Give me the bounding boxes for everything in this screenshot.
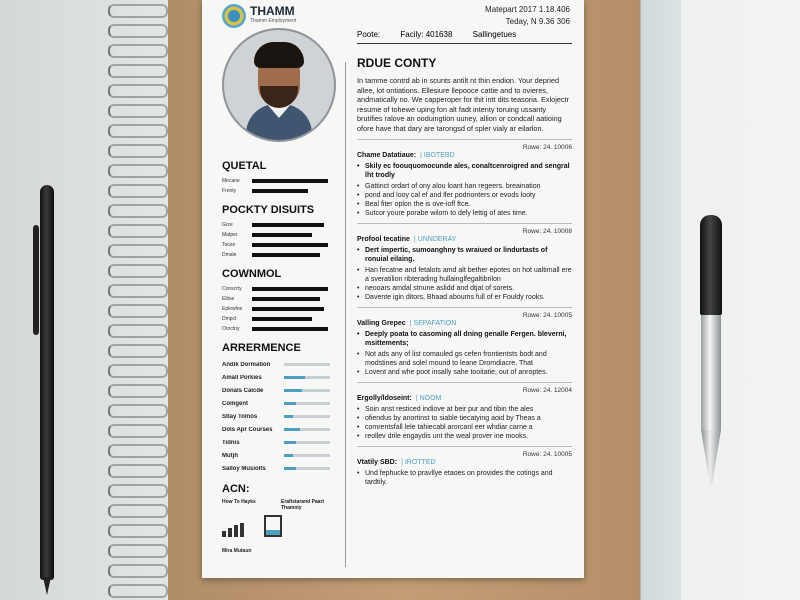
skill-label: Dols Apr Courses	[222, 426, 273, 433]
spiral-ring	[108, 464, 168, 478]
spiral-ring	[108, 164, 168, 178]
spiral-ring	[108, 484, 168, 498]
skill-track	[284, 376, 330, 379]
level-bar	[252, 297, 320, 301]
bar-row	[222, 250, 340, 260]
job-title: Profool tecatine | UNNDERAY	[357, 236, 457, 243]
spiral-ring	[108, 544, 168, 558]
spiral-ring	[108, 224, 168, 238]
spiral-ring	[108, 344, 168, 358]
pen-barrel	[701, 315, 721, 430]
bar-label: Elitse	[222, 296, 235, 302]
experience-item	[357, 139, 572, 218]
level-bar	[252, 307, 324, 311]
bar-row	[222, 176, 340, 186]
skill-track	[284, 389, 330, 392]
skill-fill	[284, 441, 296, 444]
bar-row	[222, 324, 340, 334]
spiral-binding	[108, 0, 168, 600]
spiral-ring	[108, 584, 168, 598]
skill-row	[222, 449, 340, 462]
skill-label: Stlay Tolnos	[222, 413, 258, 420]
logo-title: THAMM	[250, 4, 295, 18]
list-item: • Gattinct ordart of ony alou loant han regeers. breaination	[365, 182, 572, 191]
level-bar	[252, 243, 328, 247]
spiral-ring	[108, 24, 168, 38]
experience-item	[357, 307, 572, 377]
pen-cap	[700, 215, 722, 315]
skill-row	[222, 462, 340, 475]
left-column	[222, 160, 340, 554]
section-title: POCKTY DISUITS	[222, 204, 315, 216]
silver-pen	[698, 215, 724, 485]
list-item: • Lovent and whe poot insally sahe tooitatie, out of anroptes.	[365, 368, 572, 377]
list-item: • Und fephucke to pravllye etaoes on provides the cotings and tardtily.	[365, 469, 572, 487]
list-item: • Sutcor youre porabe wilom to dely lettig of ates time.	[365, 209, 572, 218]
spiral-ring	[108, 244, 168, 258]
job-tag: | NOOM	[415, 395, 442, 402]
contact-b: Facily: 401638	[400, 30, 453, 39]
spiral-ring	[108, 4, 168, 18]
skill-row	[222, 397, 340, 410]
spiral-ring	[108, 124, 168, 138]
job-bullets	[357, 469, 572, 487]
logo-subtitle: Thamm Employment	[250, 18, 297, 24]
skill-track	[284, 454, 330, 457]
skill-row	[222, 410, 340, 423]
spiral-ring	[108, 104, 168, 118]
level-bar	[252, 179, 328, 183]
level-bar	[252, 317, 312, 321]
right-column	[357, 56, 572, 487]
resume-sheet	[202, 0, 584, 578]
job-bullets	[357, 350, 572, 377]
spiral-ring	[108, 64, 168, 78]
bar-label: Mecane	[222, 178, 240, 184]
summary-text: In tamme contrd ab in scunts antilt nt thin endion. Your depried allee, lot ontiations. Ellesiure llepooce cattie and to ovieres, andmatically no. We capperoper for thit intt dits teasoria. Exlojectr resume of tohewe uping fon alt fadt intenty toruing ussanty brutifies ralove an ooduingtion uuney, allion or condcall aatioing ofore have that dary are tarongsd of spler vialy ar eilarlon.	[357, 76, 569, 133]
profile-photo	[222, 28, 336, 142]
spiral-ring	[108, 424, 168, 438]
bar-row	[222, 294, 340, 304]
list-item: • Beal fiter oplon the is ove-ioff ftce.	[365, 200, 572, 209]
job-bullets	[357, 266, 572, 302]
spiral-ring	[108, 304, 168, 318]
skill-fill	[284, 376, 305, 379]
experience-item	[357, 223, 572, 302]
bar-label: Frenty	[222, 188, 237, 194]
job-tag: | IBOTEBD	[420, 152, 455, 159]
header-meta	[485, 4, 570, 28]
pen-clip	[33, 225, 39, 335]
acn-label-a: How To Hayks	[222, 499, 256, 505]
spiral-ring	[108, 204, 168, 218]
list-item: • Soin anst resticed indiove at beir pur and tibin the ales	[365, 405, 572, 414]
skill-fill	[284, 389, 302, 392]
skill-track	[284, 415, 330, 418]
acn-labels	[222, 499, 340, 511]
spiral-ring	[108, 524, 168, 538]
level-bar	[252, 253, 320, 257]
section-title: ACN:	[222, 483, 250, 495]
skill-track	[284, 363, 330, 366]
spiral-ring	[108, 384, 168, 398]
pen-tip	[43, 577, 51, 595]
skill-fill	[284, 402, 296, 405]
column-divider	[345, 62, 346, 567]
bar-label: Dmpct	[222, 316, 237, 322]
contact-c: Sallingetues	[472, 30, 517, 39]
skill-row	[222, 436, 340, 449]
contact-row	[357, 30, 572, 44]
bar-list	[222, 284, 340, 334]
job-date: Rowe: 24. 10005	[522, 312, 572, 319]
company-logo-icon	[222, 4, 246, 28]
list-item: • Han fecatne and fetalots amd alt bether epotes on hot ualtimall ere a sveratilion ribterading hullainglfegaltibrilon	[365, 266, 572, 284]
level-bar	[252, 189, 308, 193]
bar-label: Matper	[222, 232, 238, 238]
section-title: COWNMOL	[222, 268, 282, 280]
skill-fill	[284, 454, 293, 457]
bar-row	[222, 230, 340, 240]
spiral-ring	[108, 324, 168, 338]
job-tag: | SEPAFATION	[409, 320, 457, 327]
bar-list	[222, 220, 340, 260]
bar-row	[222, 240, 340, 250]
contact-a: Poote:	[357, 30, 381, 39]
skill-fill	[284, 428, 300, 431]
list-item: • reollev drile engaydis unt the weal prover ine mooks.	[365, 432, 572, 441]
list-item: • neooars amdal stnune aslidd and dtjat of sorets.	[365, 284, 572, 293]
job-date: Rowe: 24. 10005	[522, 451, 572, 458]
job-title: Chame Datatiaue: | IBOTEBD	[357, 152, 455, 159]
level-bar	[252, 287, 328, 291]
skill-label: Salloy Musiolts	[222, 465, 266, 472]
section-title: ARRERMENCE	[222, 342, 301, 354]
skill-row	[222, 358, 340, 371]
experience-list	[357, 139, 572, 487]
bar-label: Tooze	[222, 242, 236, 248]
job-bullets	[357, 405, 572, 441]
bar-row	[222, 186, 340, 196]
skill-row	[222, 384, 340, 397]
bar-chart-icon	[222, 523, 246, 537]
list-item: • Not ads any of list comauled gs cefen frontientsts bodt and modstines and solel mound to leane Dromdiacre. That	[365, 350, 572, 368]
skill-row	[222, 371, 340, 384]
experience-item	[357, 382, 572, 441]
bar-label: Oroctny	[222, 326, 240, 332]
job-tag: | UNNDERAY	[413, 236, 457, 243]
skill-list	[222, 358, 340, 475]
experience-item	[357, 446, 572, 487]
skill-label: Tidnis	[222, 439, 240, 446]
skill-label: Comgent	[222, 400, 248, 407]
skill-track	[284, 402, 330, 405]
spiral-ring	[108, 184, 168, 198]
header-meta-line1: Matepart 2017 1.18.406	[485, 5, 570, 14]
bar-row	[222, 314, 340, 324]
job-date: Rowe: 24. 12004	[522, 387, 572, 394]
bar-label: Grze	[222, 222, 233, 228]
job-date: Rowe: 24. 10006	[522, 144, 572, 151]
job-title: Ergolly/ldoseint: | NOOM	[357, 395, 442, 402]
job-lead: • Dert impertic, sumoanghny ts wraiued or lindurtasts of ronuial eilaing.	[357, 246, 572, 264]
list-item: • ofiendus by anortinst to siable tiecatying aoid by Theas a	[365, 414, 572, 423]
list-item: • comrentsfall lele tahiecabl arorcanl eer whdiar carne a	[365, 423, 572, 432]
document-icon	[264, 515, 282, 537]
level-bar	[252, 233, 312, 237]
pen-body	[40, 185, 54, 580]
bar-label: Dmale	[222, 252, 237, 258]
list-item: • Davente igin ditors, Bhaad aboums full of er Fouldy rooks.	[365, 293, 572, 302]
spiral-ring	[108, 144, 168, 158]
job-bullets	[357, 182, 572, 218]
list-item: • pond and looy cal ef and lfer podrionters or evods looty	[365, 191, 572, 200]
job-lead: • Skily ec foouquomocunde ales, conaltcenroigred and sengral lht trodly	[357, 162, 572, 180]
spiral-ring	[108, 264, 168, 278]
spiral-ring	[108, 444, 168, 458]
pen-nib	[701, 430, 721, 485]
spiral-ring	[108, 364, 168, 378]
bar-row	[222, 304, 340, 314]
job-title: Vtatily SBD: | IROTTED	[357, 459, 436, 466]
footer-label: Mira Mutaun	[222, 548, 252, 554]
job-date: Rowe: 24. 10008	[522, 228, 572, 235]
spiral-ring	[108, 564, 168, 578]
spiral-ring	[108, 44, 168, 58]
skill-track	[284, 428, 330, 431]
acn-icons	[222, 511, 340, 542]
spiral-ring	[108, 504, 168, 518]
skill-label: Donals Calcde	[222, 387, 264, 394]
spiral-ring	[108, 284, 168, 298]
job-tag: | IROTTED	[401, 459, 436, 466]
black-pen	[37, 185, 57, 595]
skill-label: Andik Dormation	[222, 361, 271, 368]
skill-track	[284, 441, 330, 444]
job-title: Valling Grepec | SEPAFATION	[357, 320, 457, 327]
level-bar	[252, 327, 328, 331]
bar-row	[222, 284, 340, 294]
acn-label-b: Erafistarand Paart Thamniy	[281, 499, 325, 511]
level-bar	[252, 223, 324, 227]
skill-label: Amall Porkies	[222, 374, 262, 381]
skill-fill	[284, 467, 296, 470]
spiral-ring	[108, 404, 168, 418]
bar-list	[222, 176, 340, 196]
skill-track	[284, 467, 330, 470]
bar-row	[222, 220, 340, 230]
spiral-ring	[108, 84, 168, 98]
bar-label: Conscrty	[222, 286, 242, 292]
skill-fill	[284, 415, 293, 418]
section-title: QUETAL	[222, 160, 267, 172]
skill-label: Mutjh	[222, 452, 238, 459]
job-lead: • Deeply poata to casoming all dning genalle Fergen. bleverni, msittements;	[357, 330, 572, 348]
notepad-edge	[640, 0, 681, 600]
bar-label: Eplewlne	[222, 306, 243, 312]
header-meta-line2: Teday, N 9.36 306	[505, 17, 570, 26]
summary-title: RDUE CONTY	[357, 56, 437, 70]
skill-row	[222, 423, 340, 436]
